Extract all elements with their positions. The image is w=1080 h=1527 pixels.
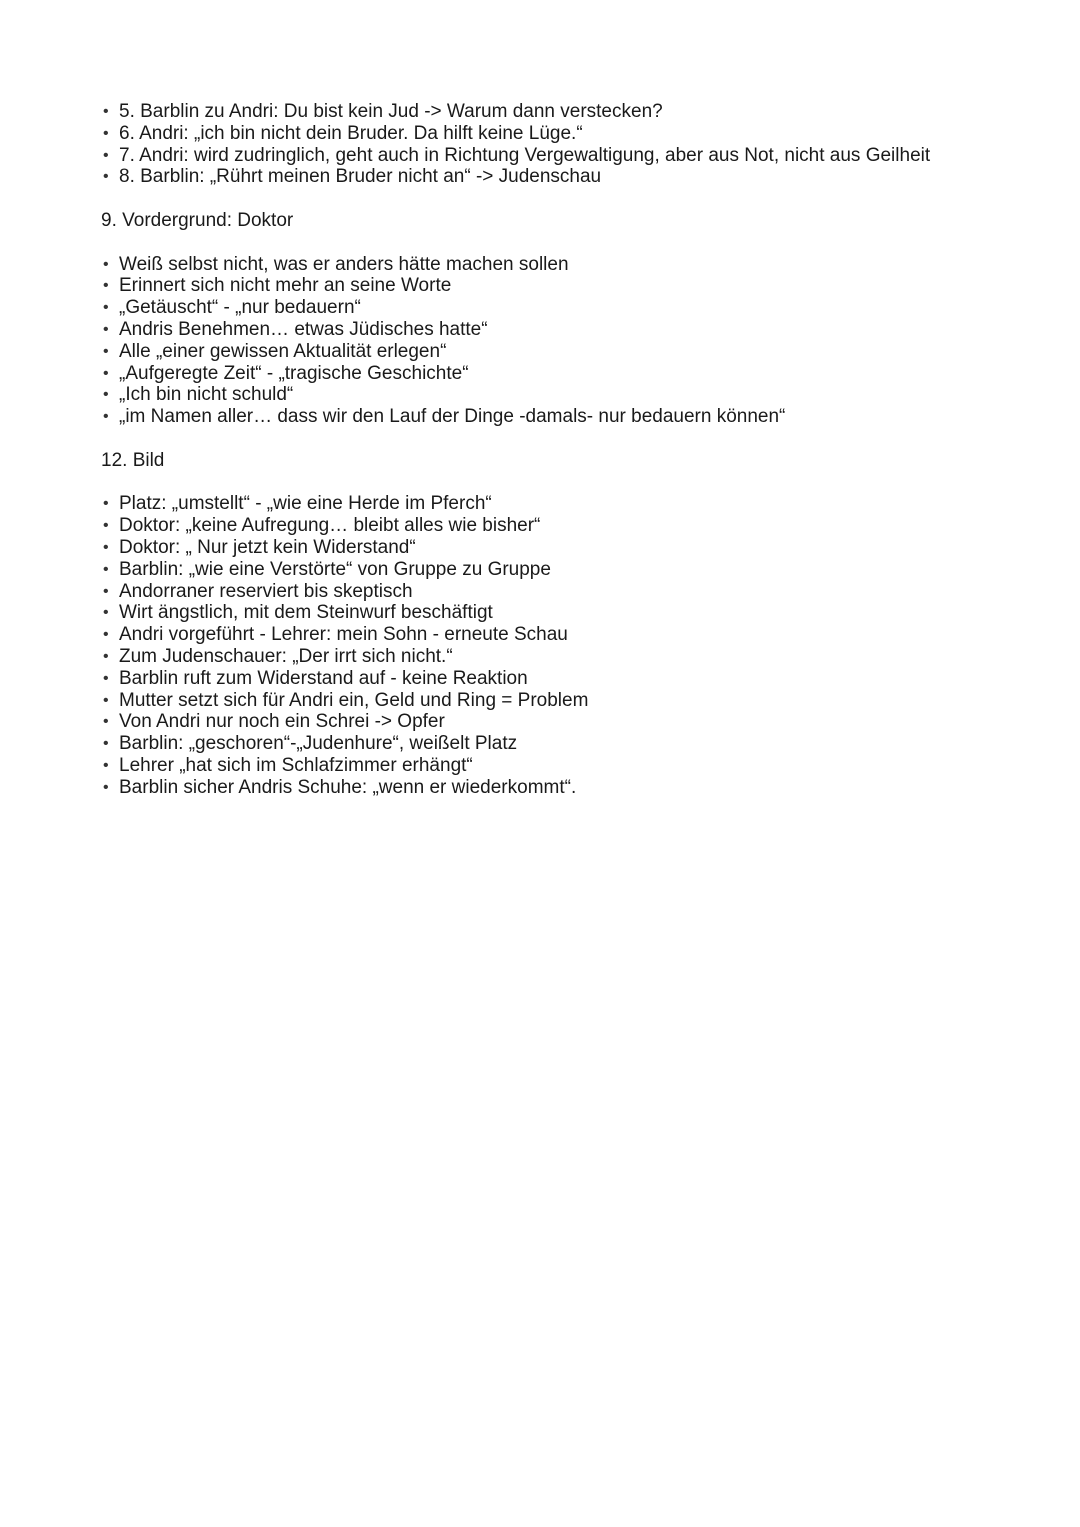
section-heading-12-bild: 12. Bild <box>101 449 165 471</box>
list-item: • Lehrer „hat sich im Schlafzimmer erhängt“ <box>103 755 983 777</box>
list-item: • Von Andri nur noch ein Schrei -> Opfer <box>103 711 983 733</box>
list-item: • Andorraner reserviert bis skeptisch <box>103 581 983 603</box>
list-item: • 7. Andri: wird zudringlich, geht auch in Richtung Vergewaltigung, aber aus Not, nicht aus Geilheit <box>103 145 983 167</box>
list-item: • „Aufgeregte Zeit“ - „tragische Geschichte“ <box>103 363 983 385</box>
list-item: • Andris Benehmen… etwas Jüdisches hatte“ <box>103 319 983 341</box>
list-item: • Wirt ängstlich, mit dem Steinwurf beschäftigt <box>103 602 983 624</box>
list-item: • Platz: „umstellt“ - „wie eine Herde im Pferch“ <box>103 493 983 515</box>
list-item: • Erinnert sich nicht mehr an seine Worte <box>103 275 983 297</box>
document-content <box>103 101 983 799</box>
list-item: • Weiß selbst nicht, was er anders hätte machen sollen <box>103 254 983 276</box>
list-item: • 8. Barblin: „Rührt meinen Bruder nicht an“ -> Judenschau <box>103 166 983 188</box>
list-item: • Mutter setzt sich für Andri ein, Geld und Ring = Problem <box>103 690 983 712</box>
list-item: • Doktor: „keine Aufregung… bleibt alles wie bisher“ <box>103 515 983 537</box>
list-item: • Doktor: „ Nur jetzt kein Widerstand“ <box>103 537 983 559</box>
section-heading-vordergrund-doktor: 9. Vordergrund: Doktor <box>101 209 294 231</box>
list-item: • Barblin: „geschoren“-„Judenhure“, weißelt Platz <box>103 733 983 755</box>
bullet-list-doktor <box>103 254 983 428</box>
list-item: • „im Namen aller… dass wir den Lauf der Dinge -damals- nur bedauern können“ <box>103 406 983 428</box>
list-item: • Alle „einer gewissen Aktualität erlegen“ <box>103 341 983 363</box>
bullet-list-scene-notes <box>103 101 983 188</box>
list-item: • Andri vorgeführt - Lehrer: mein Sohn - erneute Schau <box>103 624 983 646</box>
list-item: • Barblin sicher Andris Schuhe: „wenn er wiederkommt“. <box>103 777 983 799</box>
bullet-list-12-bild <box>103 493 983 798</box>
list-item: • Barblin ruft zum Widerstand auf - keine Reaktion <box>103 668 983 690</box>
list-item: • Barblin: „wie eine Verstörte“ von Gruppe zu Gruppe <box>103 559 983 581</box>
list-item: • „Ich bin nicht schuld“ <box>103 384 983 406</box>
list-item: • „Getäuscht“ - „nur bedauern“ <box>103 297 983 319</box>
list-item: • 6. Andri: „ich bin nicht dein Bruder. Da hilft keine Lüge.“ <box>103 123 983 145</box>
list-item: • 5. Barblin zu Andri: Du bist kein Jud -> Warum dann verstecken? <box>103 101 983 123</box>
list-item: • Zum Judenschauer: „Der irrt sich nicht.“ <box>103 646 983 668</box>
